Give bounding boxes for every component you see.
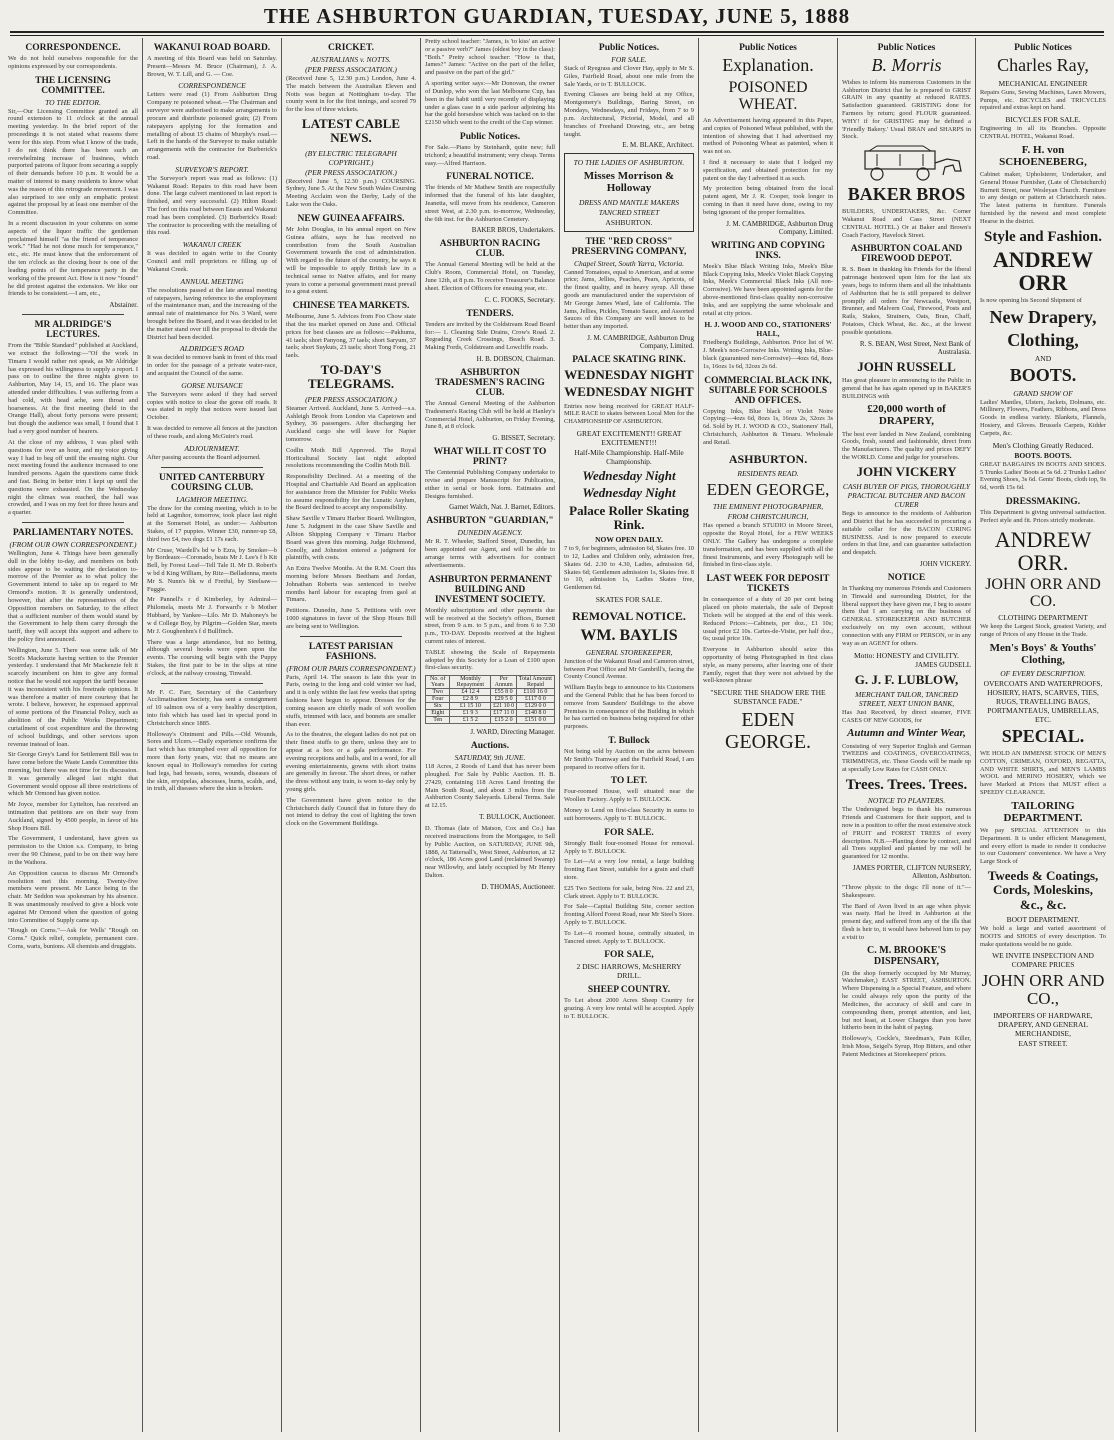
signature: G. BISSET, Secretary.	[492, 434, 555, 443]
heading-xxl: ANDREW ORR	[992, 247, 1094, 296]
subheading: SATURDAY, 9th JUNE.	[454, 753, 526, 763]
paragraph: 7 to 9, for beginners, admission 6d, Skates free. 10 to 12, Ladies and Children only, admission free, Skates 6d. 2.30 to 4.30, Ladies, admission 6d, Skates 6d; Gentlemen admission 1s, Skates free. 8 to 10, admission 1s, Ladies Skates free, Gentlemen 6d.	[564, 545, 694, 592]
paragraph: Wishes to inform his numerous Customers in the Ashburton District that he is prepared to GRIST GRAIN in any quantity at reduced RATES. Satisfaction guaranteed. GRISTING done for Farmers by return; good FLOUR guaranteed. WHY! if for GRISTING may be defined a 'Friendly Bakery.' Usual BRAN and SHARPS in Stock.	[842, 78, 971, 141]
subheading: GENERAL STOREKEEPER,	[585, 647, 673, 657]
table-row	[426, 710, 555, 717]
signature: J. M. CAMBRIDGE, Ashburton Drug Company, Limited.	[587, 334, 694, 350]
paragraph: Holloway's Ointment and Pills.—Old Wounds, Sores and Ulcers.—Daily experience confirms the fact which has triumphed over all opposition for more than forty years, viz: that no means are known equal to Holloway's remedies for curing bad legs, bad breasts, sores, wounds, diseases of the skin, erysipelas, abscesses, burns, scalds, and, in truth, all diseases where the skin is broken.	[147, 730, 277, 793]
heading: SHEEP COUNTRY.	[587, 985, 671, 996]
subheading: CLOTHING DEPARTMENT	[998, 613, 1088, 623]
heading: Auctions.	[470, 741, 510, 752]
paragraph: Canned Tomatoes, equal to American, and at some price; Jams, Jellies, Peaches, Pears, Apricots, of the finest quality, and in heavy syrup. All these goods are manufactured under the supervision of Mr George James Ward, late of California. The Jams, Jellies, Pickles, Tomato Sauce, and Assorted Sauces of this Company are well known to be better than any imported.	[564, 268, 694, 331]
heading-large: WEDNESDAY NIGHT	[564, 384, 694, 400]
subheading: (FROM OUR OWN CORRESPONDENT.)	[9, 540, 137, 549]
table-cell: Ten	[426, 717, 450, 724]
repayment-table	[425, 675, 555, 724]
paragraph: Junction of the Wakanui Road and Cameron street, between Post Office and Mr Gambrill's, facing the County Council Avenue.	[564, 657, 694, 681]
centered-line: H. J. WOOD AND CO., STATIONERS' HALL,	[704, 320, 832, 339]
paragraph: The best ever landed in New Zealand, combining Goods, fresh, sound and fashionable, direct from the Manufacturers. The quality and prices DEFY the WORLD. Come and judge for yourselves.	[842, 430, 971, 462]
paragraph: The resolutions passed at the late annual meeting of ratepayers, having reference to the employment of the maintenance man, and the increasing of the annual rate of maintenance for No. 3 Ward, were brought before the Board, and it was decided to let the matter stand over till the proposal to divide the District had been decided.	[147, 286, 277, 341]
centered-line: NOW OPEN DAILY.	[595, 535, 663, 545]
table-cell: Six	[426, 703, 450, 710]
column-4	[421, 38, 560, 1432]
paragraph: A meeting of this Board was held on Saturday. Present—Messrs M. Bruce (Chairman), J. A. Brown, W. T. Lill, and G. — Coe.	[147, 55, 277, 78]
paragraph: Responsibility Declined. At a meeting of the Hospital and Charitable Aid Board an application for assistance from the Minister for Public Works to assume responsibility for the Lunatic Asylum, the Board declined to accept any responsibility.	[286, 473, 416, 512]
ad-line: TO THE LADIES OF ASHBURTON.	[573, 158, 685, 168]
heading-large: Men's Boys' & Youths' Clothing,	[989, 641, 1097, 667]
heading-xl: BAKER BROS	[847, 184, 966, 205]
paragraph: After passing accounts the Board adjourned.	[147, 453, 261, 461]
heading-xl: Clothing,	[1007, 330, 1079, 351]
ad-title: Misses Morrison & Holloway	[583, 170, 675, 195]
heading-xxl: JOHN ORR AND CO.	[985, 575, 1101, 610]
subheading: FOR SALE.	[611, 55, 647, 64]
paragraph: Ladies' Mantles, Ulsters, Jackets, Dolmans, etc. Millinery, Flowers, Feathers, Ribbons, and Dress Goods in endless variety. Blankets, Flannels, Hosiery, and Gloves. Brussels Carpets, Kidder Carpets, &c.	[980, 398, 1106, 437]
paragraph: Has opened a branch STUDIO in Moore Street, opposite the Royal Hotel, for a FEW WEEKS ONLY. The Gallery has undergone a complete transformation, and has been supplied with all the finest Instruments, and every Photograph will be finished in first-class style.	[703, 522, 833, 569]
heading: ASHBURTON RACING CLUB.	[439, 239, 541, 260]
signature: JOHN VICKERY.	[919, 560, 971, 568]
table-cell: £17 11 0	[491, 710, 516, 717]
centered-line: WE INVITE INSPECTION AND COMPARE PRICES	[992, 951, 1094, 970]
paragraph: Is now opening his Second Shipment of	[980, 297, 1082, 305]
paragraph: Mr Joyce, member for Lyttelton, has received an intimation that petitions are on their way from Auckland, signed by 4500 people, in favor of his Shop Hours Bill.	[8, 801, 138, 832]
paragraph: Not being sold by Auction on the acres between Mr Smith's Tramway and the Fairfield Road, I am prepared to receive offers for it.	[564, 748, 694, 771]
table-cell: £2 8 9	[450, 696, 491, 703]
heading: THE "RED CROSS" PRESERVING COMPANY,	[571, 236, 687, 257]
paragraph: An Extra Twelve Months. At the R.M. Court this morning before Messrs Beetham and Jordan, Johnathan Roberts was sentenced to twelve months hard labour for escaping from gaol at Timaru.	[286, 565, 416, 604]
table-cell: Two	[426, 689, 450, 696]
paragraph: The draw for the coming meeting, which is to be held at Lagmhor, tomorrow, took place last night at the Somerset Hotel, as under:— Ashburton Stakes, of 17 puppies. Winner £30, runner-up £8, third two £4, two dogs £1 17s each.	[147, 504, 277, 543]
heading: Public Notices	[877, 43, 936, 53]
heading: WAKANUI ROAD BOARD.	[153, 43, 271, 53]
paragraph: To Let—At a very low rental, a large building fronting East Street, suitable for a grain and chaff store.	[564, 858, 694, 881]
heading-xl: EDEN GEORGE,	[706, 479, 830, 499]
signature: J. WARD, Directing Manager.	[470, 728, 555, 737]
paragraph: Shaw Saville v Timaru Harbor Board. Wellington, June 5. Judgment in the case Shaw Saville and Albion Shipping Company v Timaru Harbor Board was given this morning. Judge Richmond, Conolly, and Johnston entered a judgment for plaintiffs, with costs.	[286, 515, 416, 562]
subheading: LAGMHOR MEETING.	[175, 494, 249, 504]
heading-large: Wednesday Night	[582, 468, 676, 484]
table-header-cell: Total Amount Repaid	[516, 676, 554, 689]
paragraph: Sir George Grey's Land for Settlement Bill was to have come before the Waste Lands Committee this morning, but there was not time for its discussion. It was generally alleged last night that Government would oppose all three restrictions of which Mr Ormond has given notice.	[8, 751, 138, 798]
table-header-cell: No. of Years	[426, 676, 450, 689]
subheading: SURVEYOR'S REPORT.	[175, 164, 249, 174]
heading: FOR SALE,	[604, 950, 654, 961]
heading: CORRESPONDENCE.	[25, 43, 121, 53]
subheading: BOOTS. BOOTS.	[1014, 450, 1072, 460]
paragraph: Four-roomed House, well situated near the Woollen Factory. Apply to T. BULLOCK.	[564, 788, 694, 804]
heading: PARLIAMENTARY NOTES.	[12, 528, 134, 538]
paragraph: Letters were read (1) From Ashburton Drug Company re poisoned wheat.—The Chairman and surveyor were authorised to make arrangements to procure and distribute poisoned grain; (2) From ratepayers applying for the formation and metalling of about 15 chains of Murphy's road.—Left in the hands of the Surveyor to make suitable arrangements with the contractor for Burberick's road.	[147, 91, 277, 161]
table-cell: £1 9 3	[450, 710, 491, 717]
subheading: CORRESPONDENCE	[178, 81, 246, 91]
centered-line: OVERCOATS AND WATERPROOFS, HOSIERY, HATS, SCARVES, TIES, RUGS, TRAVELLING BAGS, PORTMANTEAUS, UMBRELLAS, ETC.	[983, 679, 1103, 725]
heading: REMOVAL NOTICE.	[572, 609, 686, 624]
heading-large: TAILORING DEPARTMENT.	[1003, 799, 1083, 824]
heading-xl: Style and Fashion.	[984, 228, 1102, 245]
centered-line: EAST STREET.	[1018, 1039, 1068, 1049]
paragraph: This Department is giving universal satisfaction. Perfect style and fit. Prices strictly moderate.	[980, 508, 1106, 524]
paragraph: WE HOLD AN IMMENSE STOCK OF MEN'S COTTON, CRIMEAN, OXFORD, REGATTA, AND WHITE SHIRTS, and MEN'S LAMBS WOOL and MERINO HOSIERY, which we have Marked at Prices that MUST effect a SPEEDY CLEARANCE.	[980, 749, 1106, 797]
heading: Public Notices	[1014, 43, 1072, 53]
table-cell: £129 0 0	[516, 703, 554, 710]
paragraph: It was decided to remove bank in front of this road in order for the passage of a private water-race, and acquaint the Council of the same.	[147, 354, 277, 377]
paragraph: The Centennial Publishing Company undertake to revise and prepare Manuscript for Publication, either in serial or book form. Estimates and Designs furnished.	[425, 469, 555, 500]
column-1	[4, 38, 143, 1432]
heading: DRESSMAKING.	[1005, 496, 1081, 507]
table-cell: £29 5 0	[491, 696, 516, 703]
paragraph: The Surveyors were asked if they had served copies with notice to clear the gorse off roads. It was stated in reply that notices were issued last October.	[147, 390, 277, 422]
paragraph: Consisting of very Superior English and German TWEEDS and COATINGS, OVERCOATINGS, TRIMMINGS, etc. These Goods will be made up at specially Low Rates for CASH ONLY.	[842, 742, 971, 773]
subheading: IMPORTERS OF HARDWARE, DRAPERY, AND GENERAL MERCHANDISE,	[993, 1011, 1093, 1039]
paragraph: We pay SPECIAL ATTENTION to this Department. It is under efficient Management, and every effort is made to render it conducive to our Customers' convenience. We have a Very Large Stock of	[980, 827, 1106, 866]
dressmakers-ad-box	[564, 153, 694, 231]
paragraph: £25 Two Sections for sale, being Nos. 22 and 23, Clark street. Apply to T. BULLOCK.	[564, 884, 694, 900]
heading: Public Notices.	[598, 43, 660, 53]
table-cell: £1 5 2	[450, 717, 491, 724]
heading: T. Bullock	[608, 736, 650, 746]
heading: PALACE SKATING RINK.	[572, 355, 686, 365]
paragraph: It was decided to remove all fences at the junction of these roads, and along McGuire's road.	[147, 425, 277, 440]
heading: FOR SALE.	[604, 827, 654, 838]
paragraph: From the "Bible Standard" published at Auckland, we extract the following:—"Of the work in Timaru I would rather not speak, as Mr Aldridge has expressed his willingness to supply a report. I pass on to outline the three nights given to Ashburton, May 14, 15, and 16. The place was attended under difficulties. I was suffering from a bad cold, with head ache, sore throat and hoarseness. At the first meeting (held in the Orange Hall), about forty persons were present; but though the audience was small, I found that I had a very good number of hearers.	[8, 342, 138, 436]
paragraph: The Government, I understand, have given us permission to the Union s.s. Company, to bring over the 90 Chinese, paid to be on their way here in the Waihora.	[8, 835, 138, 866]
paragraph: Has Just Received, by direct steamer, FIVE CASES OF NEW GOODS, for	[842, 708, 971, 724]
paragraph: Engineering in all its Branches. Opposite CENTRAL HOTEL, Wakanui Road.	[980, 125, 1106, 141]
paragraph: To Let—6 roomed house, centrally situated, in Tancred street. Apply to T. BULLOCK.	[564, 929, 694, 945]
paragraph: Strongly Built four-roomed House for removal. Apply to T. BULLOCK.	[564, 839, 694, 855]
heading-large: Tweeds & Coatings, Cords, Moleskins, &c., &c.	[987, 868, 1099, 912]
paragraph: We do not hold ourselves responsible for the opinions expressed by our correspondents.	[8, 55, 138, 70]
heading-large: F. H. von SCHOENEBERG,	[999, 143, 1087, 168]
heading: CHINESE TEA MARKETS.	[292, 301, 410, 312]
paragraph: Pretty school teacher: "James, is 'to kiss' an active or a passive verb?" James (oldest boy in the class): "Both." Pretty school teacher: "How is that, James?" James: "Active on the part of the feller, and passive on the part of the girl."	[425, 38, 555, 77]
ad-line: DRESS AND MANTLE MAKERS	[578, 197, 680, 207]
paragraph: The Annual General Meeting will be held at the Club's Room, Commercial Hotel, on Tuesday, June 12th, at 8 p.m. To receive Treasurer's Balance sheet. Election of Officers for ensuing year, etc.	[425, 261, 555, 292]
heading-xl: SPECIAL.	[1001, 726, 1085, 747]
centered-line: "SECURE THE SHADOW ERE THE SUBSTANCE FADE."	[710, 688, 826, 707]
signature: Garnet Walch, Nat. J. Barnet, Editors.	[449, 503, 555, 512]
subheading: NOTICE TO PLANTERS.	[867, 796, 946, 806]
heading: ASHBURTON TRADESMEN'S RACING CLUB.	[435, 367, 545, 398]
heading-xl: Charles Ray,	[997, 55, 1089, 75]
signature: BAKER BROS, Undertakers.	[471, 226, 555, 235]
column-8	[976, 38, 1110, 1432]
subheading: ADJOURNMENT.	[184, 443, 240, 453]
column-7	[838, 38, 976, 1432]
paragraph: Mr Pannell's r d Kimberley, by Admiral—Philomela, meets Mr J. Forward's r b Mother Hubbard, by Yankee—Lilo. Mr D. Mahoney's be w d College Boy, by Pilgrim—Golden Star, meets Mr J. Goughenhm's f d Bullfinch.	[147, 596, 277, 635]
table-row	[426, 696, 555, 703]
centered-line: BICYCLES FOR SALE.	[1005, 115, 1081, 125]
signature: C. C. FOOKS, Secretary.	[484, 295, 555, 304]
paragraph: Mr R. T. Wheeler, Stafford Street, Dunedin, has been appointed our Agent, and will be able to arrange terms with advertisers for contract advertisements.	[425, 538, 555, 569]
paragraph: "Throw physic to the dogs: I'll none of it."—Shakespeare.	[842, 883, 971, 899]
paragraph: To Let about 2000 Acres Sheep Country for grazing. A very low rental will be accepted. Apply to T. BULLOCK.	[564, 997, 694, 1021]
paragraph: Mr Cruse, Wardell's bd w b Ezra, by Smoker—b by Bordeaux—Coronado, beats Mr J. Lee's f b Kit Bell, by Forest Leaf—Tell Tale II. Mr D. Robert's w bd d King William, by Ritz—Belladonna, meets Mr S. Nunn's bk w d Fretful, by Steelsaw—Fuggie.	[147, 546, 277, 593]
heading: ASHBURTON.	[728, 451, 808, 466]
paragraph: An Advertisement having appeared in this Paper, and copies of Poisoned Wheat published, with the intention of showing that I had advertised my method of Poisoning Wheat as patented, when it was not so.	[703, 116, 833, 156]
centered-line: SKATES FOR SALE.	[595, 595, 663, 605]
heading: ASHBURTON "GUARDIAN,"	[426, 516, 554, 527]
column-2	[143, 38, 282, 1432]
paragraph: Mr John Douglas, in his annual report on New Guinea affairs, says he has received no contribution from the South Australian Government towards the cost of administration. With regard to the future of the country, he says it will be impossible to apply British law in a technical sense to Native affairs, and for many years to come a personal government must prevail to a great extent.	[286, 225, 416, 296]
heading-large: C. M. BROOKE'S DISPENSARY,	[867, 944, 946, 967]
heading-large: JOHN RUSSELL	[857, 358, 956, 374]
hearse-illustration-icon	[847, 145, 967, 181]
table-body	[426, 689, 555, 724]
subheading: OF EVERY DESCRIPTION.	[1000, 669, 1086, 679]
subheading: MECHANICAL ENGINEER	[998, 78, 1088, 88]
paragraph: Cabinet maker, Upholsterer, Undertaker, and General House Furnisher, (Late of Christchurch) Burnett Street, near Wesleyan Church. Furniture to any design or pattern at Christchurch rates. The latest patterns in furniture. Funerals furnished by the newest and most complete Hearse in the district.	[980, 171, 1106, 225]
paragraph: The Undersigned begs to thank his numerous Friends and Customers for their support, and is now in a position to offer the most extensive stock of FRUIT and FOREST TREES of every description. N.B.—Planting done by contract, and all Trees supplied and planted by me will be guaranteed for 12 months.	[842, 806, 971, 861]
heading-large: £20,000 worth of DRAPERY,	[867, 403, 946, 428]
heading: Public Notices	[739, 43, 797, 53]
table-cell: £110 16 0	[516, 689, 554, 696]
heading: THE LICENSING COMMITTEE.	[35, 75, 111, 96]
divider	[300, 636, 402, 637]
subheading: GORSE NUISANCE	[181, 380, 243, 390]
table-header-row	[426, 676, 555, 689]
table-cell: £21 10 0	[491, 703, 516, 710]
heading: WHAT WILL IT COST TO PRINT?	[433, 447, 547, 468]
paragraph: Petitions. Dunedin, June 5. Petitions with over 1000 signatures in favor of the Shop Hours Bill are being sent to Wellington.	[286, 607, 416, 630]
paragraph: Mr F. C. Farr, Secretary of the Canterbury Acclimatisation Society, has sent a consignment of 10 salmon ova of a very healthy description, into fish which has used last in special pond in Christchurch since 1885.	[147, 688, 277, 727]
paragraph: Wellington, June 4. Things have been generally dull in the lobby to-day, and members on both sides appear to be waiting the declaration to-morrow of the Premier as to what policy the Government intend to take up to regard to Mr Ormond's motion. It is generally understood, however, that after the representatives of the Opposition members on Saturday, to the effect that a sufficient number of them would stand by the Government to help them carry through the tariff, they will accept this support and adhere to the policy first announced.	[8, 550, 138, 643]
heading: MR ALDRIDGE'S LECTURES.	[34, 320, 112, 341]
table-cell: Four	[426, 696, 450, 703]
paragraph: As to the theatres, the elegant ladies do not put on their finest stuffs to go there, unless they are to appear at a box or a gala performance. For evening receptions and balls, and in a word, for all evening entertainments, gowns with short trains are generally in favour. The short dress, or rather the dress without any train, is worn to-day only by young girls.	[286, 731, 416, 793]
subheading: DUNEDIN AGENCY.	[457, 528, 523, 538]
heading-large: WM. BAYLIS	[580, 627, 678, 645]
signature: R. S. BEAN, West Street, Next Bank of Australasia.	[859, 339, 971, 356]
paragraph: There was a large attendance, but no betting, although several books were open upon the events. The coursing will begin with the Puppy Stakes, the first pair to be in the slips at nine o'clock, at the railway crossing, Tinwald.	[147, 638, 277, 677]
subheading: (PER PRESS ASSOCIATION.)	[305, 167, 397, 177]
paragraph: For Sale—Capital Building Site, corner section fronting Alford Forest Road, near Mr Steel's Store. Apply to T. BULLOCK.	[564, 903, 694, 926]
signature: E. M. BLAKE, Architect.	[622, 141, 694, 150]
paragraph: Tenders are invited by the Coldstream Road Board for:— 1. Cleaning Side Drains, Crow's Road. 2. Regrading Creek Crossings, Beach Road. 3. Making Fords, Coldstream and Lowcliffe roads.	[425, 320, 555, 352]
heading-xl: Explanation.	[722, 55, 814, 75]
subheading: GRAND SHOW OF	[1013, 388, 1073, 398]
paragraph: "Rough on Corns."—Ask for Wells' "Rough on Corns." Quick relief, complete, permanent cure. Corns, warts, bunions. All chemists and druggists.	[8, 927, 138, 950]
table-cell: £151 0 0	[516, 717, 554, 724]
paragraph: For Sale.—Piano by Steinhardt, quite new; full trichord; a beautiful instrument; very cheap. Terms easy.—Alfred Harrison.	[425, 143, 555, 167]
subheading: Chapel Street, South Yarra, Victoria.	[574, 258, 684, 268]
paragraph: Wellington, June 5. There was some talk of Mr Scott's Mackenzie having written to the Premier yesterday. I understand that Mr Mackenzie felt it scarcely incumbent on him to give any formal notice that he would not support the tariff because it was inconsistent with his freetrade opinions. It was therefore a matter of mere courtesy that he wrote. I believe, however, he expressed approval of some portions of the Financial Policy, such as abolition of the Public Works Department; curtailment of cost expenditure and the throwing of school buildings, and other services upon revenue instead of loan.	[8, 646, 138, 748]
paragraph: In consequence of a duty of 20 per cent being placed on photo materials, the sale of Deposit Tickets will be stopped at the end of this week. Reduced Prices:—Cabinets, per doz., £1 10s; usual price £2 10s. Cartes-de-Visite, per half doz., 6s; usual price 10s.	[703, 596, 833, 643]
paragraph: 118 Acres, 2 Roods of Land that has never been ploughed. For Sale by Public Auction. H. B. 27429, containing 118 Acres Land fronting the Main South Road, and about 3 miles from the Ashburton County Saleyards. Liberal Terms. Sale at 12.15.	[425, 763, 555, 810]
paragraph: The Bard of Avon lived in an age when physic was nasty. Had he lived in Ashburton at the present day, and suffered from any of the ills that flesh is heir to, it would have behoved him to pay a visit to	[842, 902, 971, 941]
table-header-cell: Monthly Repayment	[450, 676, 491, 689]
centered-line: AND	[1034, 353, 1052, 363]
paragraph: We keep the Largest Stock, greatest Variety, and range of Prices of any House in the Trade.	[980, 623, 1106, 639]
subheading: RESIDENTS READ.	[737, 468, 799, 478]
heading: NOTICE	[887, 573, 926, 583]
paragraph: Begs to announce to the residents of Ashburton and District that he has succeeded in procuring a suitable cellar for the BACON CURING BUSINESS. And is now prepared to execute orders in that line, and can guarantee satisfaction and despatch.	[842, 510, 971, 557]
paragraph: Friedberg's Buildings, Ashburton. Price list of W. J. Meek's non-Corrosive Inks. Writing Inks, Blue-black (guaranteed non-Corrosive)—4ozs 6d, 8ozs 1s, 16ozs 1s 6d, 32ozs 2s 6d.	[703, 339, 833, 370]
heading: ASHBURTON PERMANENT BUILDING AND INVESTMENT SOCIETY.	[428, 574, 552, 605]
heading-large: TO-DAY'S TELEGRAMS.	[307, 362, 395, 392]
subheading: (BY ELECTRIC TELEGRAPH COPYRIGHT.)	[305, 148, 397, 167]
table-cell: £1 15 10	[450, 703, 491, 710]
divider	[22, 522, 124, 523]
table-cell: £55 8 0	[491, 689, 516, 696]
paragraph: Melbourne, June 5. Advices from Foo Chow state that the tea market opened on June and. Official prices for best classes are as follows:—Pakhums, 41 taels; short Panyong, 37 taels; short Saryum, 37 taels; short Suykuts, 23 taels; short Tong Fong, 21 taels.	[286, 313, 416, 360]
heading-xl: EDEN GEORGE.	[724, 709, 812, 754]
table-cell: £117 0 0	[516, 696, 554, 703]
column-5	[560, 38, 699, 1432]
paragraph: In a recent discussion in your columns on some aspects of the liquor traffic the gentleman proclaimed himself "as the friend of temperance work." "Had he not done much for temperance," etc., etc. He must know that the enforcement of the ten o'clock as the closing hour is one of the leading points of the temperance party in the working of the present Act. How is it now "found" he did protest against the extension. We like our friends to be consistent.—I am, etc.,	[8, 220, 138, 298]
subheading: (FROM OUR PARIS CORRESPONDENT.)	[286, 663, 416, 673]
signature: T. BULLOCK, Auctioneer.	[479, 813, 555, 822]
paragraph: BUILDERS, UNDERTAKERS, &c. Corner Wakanui Road and Cass Street (NEXT CENTRAL HOTEL.) Or at Baker and Brown's Coach Factory, Havelock Street.	[842, 208, 971, 239]
paragraph: D. Thomas (late of Matson, Cox and Co.) has received instructions from the Mortgagee, to Sell by Public Auction, on SATURDAY, JUNE 9th, 1888, At Tattersall's, West Street, Ashburton, at 12 o'clock, 186 Acres good Land (reclaimed Swamp) near Willowby, and lately occupied by Mr Henry Dalton.	[425, 825, 555, 879]
centered-line: Half-Mile Championship. Half-Mile Championship.	[574, 448, 684, 467]
subheading: ALDRIDGE'S ROAD	[180, 344, 244, 354]
heading-xl: Trees. Trees. Trees.	[845, 776, 968, 793]
heading-large: G. J. F. LUBLOW,	[854, 671, 959, 687]
centered-line: GREAT EXCITEMENT!! GREAT EXCITEMENT!!!	[576, 429, 682, 448]
paragraph: Copying Inks, Blue black or Violet Noire Copying:—4ozs 6d, 8ozs 1s, 16ozs 2s, 32ozs 3s 6d. Sold by H. J. WOOD & CO., Stationers' Hall, Christchurch, Ashburton & Timaru. Wholesale and Retail.	[703, 407, 833, 446]
paragraph: Everyone in Ashburton should seize this opportunity of being Photographed in first class style, as many persons, after leaving one of their Family, regret that they were not advised by the well-known phrase	[703, 646, 833, 685]
paragraph: It was decided to again write to the County Council and mill proprietors re filling up of Wakanui Creek.	[147, 250, 277, 273]
paragraph: (In the shop formerly occupied by Mr Murray, Watchmaker,) EAST STREET, ASHBURTON. Where Dispensing is a Special Feature, and where he could always rely upon the purity of the Medicines, the accuracy of skill and care in compounding them, prompt attention, and last, but not least, at Lower Charges than you have hitherto been in the habit of paying.	[842, 969, 971, 1032]
paragraph: An Opposition caucus to discuss Mr Ormond's resolution met this morning. Twenty-five members were present. Mr Lance being in the chair. Mr Seddon was spokesman by his absence. It was unanimously resolved to give a block vote against Mr Ormond when the question of going into Committee of Supply came up.	[8, 869, 138, 924]
ad-line: ASHBURTON.	[605, 217, 653, 227]
paragraph: The Government have given notice to the Christchurch daily Council that in future they do not intend to defray the cost of lighting the town clock on the Government Buildings.	[286, 796, 416, 828]
paragraph: Monthly subscriptions and other payments due will be received at the Society's offices, Burnett street, from 9 a.m. to 5 p.m., and from 6 to 7.30 p.m., TO-DAY. Deposits received at the highest current rates of interest.	[425, 606, 555, 645]
paragraph: At the close of my address, I was plied with questions for over an hour, and my voice giving way I had to beg off until the ensuing night. Our next meeting found the audience increased to one hundred persons. Again the questions came thick and fast. Being in better trim I kept up until the questions were exhausted. On the Wednesday night the climax was reached, the hall was crowded, and I was on my feet for three hours and a quarter.	[8, 438, 138, 517]
signature: H. B. DOBSON, Chairman.	[476, 354, 555, 363]
table-caption: TABLE showing the Scale of Repayments adopted by this Society for a Loan of £100 upon first-class security.	[425, 648, 555, 672]
subheading: MERCHANT TAILOR, TANCRED STREET, NEXT UNION BANK,	[855, 689, 958, 708]
heading: TENDERS.	[466, 308, 514, 319]
heading-xl: B. Morris	[871, 55, 942, 75]
table-row	[426, 703, 555, 710]
signature: JAMES GUDSELL	[915, 660, 971, 669]
divider	[161, 683, 263, 684]
masthead-rule-thin	[10, 35, 1104, 36]
paragraph: My protection being obtained from the local patent agent, Mr J. R. Cooper, took longer in coming in than it need have done, owing to my being ignorant of the proper formalities.	[703, 185, 833, 216]
divider	[22, 314, 124, 315]
subheading: (PER PRESS ASSOCIATION.)	[305, 65, 397, 74]
heading-large: Wednesday Night	[582, 485, 676, 501]
heading-xl: BOOTS.	[1009, 364, 1077, 385]
paragraph: Sir,—Our Licensing Committee granted an all round extension to 11 o'clock at the annual meeting yesterday. In the brief report of the proceedings it is not stated what reasons there were for this step. From what I know of the trade, I do not think there has been such an overwhelming increase of business, which purported patrons of liquor from securing a supply of their demands before 10 p.m. It would be a matter of interest to many residents to know what was the reason of this retrograde movement. I was also surprised to see only an emphatic protest against the proposal by at least one member of the Committee.	[8, 107, 138, 217]
heading: WRITING AND COPYING INKS.	[710, 240, 825, 261]
paragraph: A sporting writer says:—Mr Donovan, the owner of Dunlop, who won the last Melbourne Cup, has been in the habit until very recently of displaying under a glass case in a side parlour adjoining his bar the gold horseshoe which was tacked on to the £2150 which went to the credit of the Cup winner.	[425, 80, 555, 127]
heading: NEW GUINEA AFFAIRS.	[297, 213, 405, 224]
paragraph: We hold a large and varied assortment of BOOTS and SHOES of every description. To make quotations would be no guide.	[980, 924, 1106, 948]
paragraph: The Surveyor's report was read as follows: (1) Wakanui Road: Repairs to this road have been done. The large culvert mentioned in last report is finished, and very successful. (2) Hilton Road: The ford on this road between Eeasts and Wakanui road has been completed. (3) Burberick's Road: The contractor is proceeding with the metalling of this road.	[147, 174, 277, 237]
paragraph: I find it necessary to state that I lodged my specification, and obtained protection for my patent on the day I advertised it as such.	[703, 159, 833, 182]
masthead-rule	[10, 31, 1104, 33]
centered-line: Motto: HONESTY and CIVILITY.	[854, 650, 959, 660]
heading-xl: POISONED WHEAT.	[728, 78, 808, 114]
subheading: WAKANUI CREEK	[182, 240, 242, 250]
paragraph: Money to Lend on first-class Security in sums to suit borrowers. Apply to T. BULLOCK.	[564, 807, 694, 822]
paragraph: The Annual General Meeting of the Ashburton Tradesmen's Racing Club will be held at Hanley's Commercial Hotel, Ashburton, on Friday Evening, June 8, at 8 o'clock.	[425, 399, 555, 431]
masthead: THE ASHBURTON GUARDIAN, TUESDAY, JUNE 5, 1888	[263, 4, 851, 28]
paragraph: Repairs Guns, Sewing Machines, Lawn Mowers, Pumps, etc. BICYCLES and TRICYCLES repaired and extras kept on hand.	[980, 88, 1106, 112]
table-row	[426, 717, 555, 724]
subheading: FROM CHRISTCHURCH,	[727, 512, 809, 522]
heading-xl: New Drapery,	[989, 307, 1097, 328]
paragraph: In Thanking my numerous Friends and Customers in Tinwald and surrounding District, for the liberal support they have given me, I beg to assure them that I am carrying on the business of GENERAL STOREKEEPER AND BUTCHER exclusively on my own account, without connection with any FIRM or PERSON, or in any way as an AGENT for others.	[842, 585, 971, 647]
paragraph: William Baylis begs to announce to his Customers and the General Public that he has been forced to remove from Saunders' Buildings to the above Premises in consequence of the Building in which he has carried on business being required for other purposes.	[564, 684, 694, 731]
heading: CRICKET.	[327, 43, 374, 53]
subheading: CASH BUYER OF PIGS, THOROUGHLY PRACTICAL BUTCHER AND BACON CURER	[842, 482, 971, 510]
heading: TO LET.	[610, 776, 648, 787]
centered-line: Men's Clothing Greatly Reduced.	[992, 440, 1094, 450]
heading: LATEST PARISIAN FASHIONS.	[308, 641, 394, 662]
table-header-cell: Per Annum	[491, 676, 516, 689]
heading: LAST WEEK FOR DEPOSIT TICKETS	[706, 574, 830, 595]
signature: J. M. CAMBRIDGE, Ashburton Drug Company, Limited.	[726, 219, 833, 236]
heading-large: JOHN VICKERY	[856, 463, 957, 479]
subheading: BOOT DEPARTMENT.	[1006, 914, 1080, 924]
paragraph: Holloway's, Cockle's, Steedman's, Pain Killer, Irish Moss, Seigel's Syrup, Hop Bitters, and other Patent Medicines at Storekeepers' prices.	[842, 1035, 971, 1058]
column-3	[282, 38, 421, 1432]
paragraph: Steamer Arrived. Auckland, June 5. Arrived—s.s. Ashleigh Brook from London via Capetown and Sydney, 36 passengers. After discharging her Auckland cargo she will leave for Napier tomorrow.	[286, 404, 416, 443]
paragraph: Codlin Moth Bill Approved. The Royal Horticultural Society last night adopted resolutions recommending the Codlin Moth Bill.	[286, 446, 416, 470]
paragraph: GREAT BARGAINS IN BOOTS AND SHOES. 5 Trunks Ladies' Boots at 5s 6d. 2 Trunks Ladies' Evening Shoes, 3s 6d. Gents' Boots, cloth top, 9s 6d, worth 15s 6d.	[980, 460, 1106, 492]
heading-large: WEDNESDAY NIGHT	[564, 367, 694, 382]
paragraph: Entries now being received for GREAT HALF-MILE RACE to skates between Local Men for the CHAMPIONSHIP OF ASHBURTON.	[564, 402, 694, 426]
divider	[161, 467, 263, 468]
signature: Abstainer.	[109, 301, 138, 310]
paragraph: (Received June 5, 12.30 p.m.) London, June 4. The match between the Australian Eleven and Notts was begun at Nottingham to-day. The county went in for the first innings, and scored 79 for the loss of three wickets.	[286, 75, 416, 114]
heading: FUNERAL NOTICE.	[446, 172, 534, 183]
paragraph: Paris, April 14. The season is late this year in Paris, owing to the long and cold winter we had, and it is only within the last few weeks that spring fashions have begun to appear. Dresses for the coming season are chiefly made of soft woollen stuffs, trimmed with lace, and bonnets are smaller than ever.	[286, 673, 416, 728]
subheading: THE EMINENT PHOTOGRAPHER,	[712, 502, 824, 512]
signature: D. THOMAS, Auctioneer.	[481, 882, 555, 891]
centered-line: 2 DISC HARROWS, McSHERRY DRILL.	[576, 962, 682, 981]
signature: JAMES PORTER, CLIFTON NURSERY, Allenton, Ashburton.	[852, 863, 971, 880]
table-cell: £4 12 4	[450, 689, 491, 696]
table-cell: £15 2 0	[491, 717, 516, 724]
paragraph: Meek's Blue Black Writing Inks, Meek's Blue Black Copying Inks, Meek's Violet Black Copying Inks, Meek's Commercial Black Inks (All non-Corrosive). We have been appointed agents for the above-mentioned first-class quality non-corrosive Inks, and are supplying the same wholesale and retail at city prices.	[703, 262, 833, 317]
table-cell: £140 8 0	[516, 710, 554, 717]
paragraph: Stack of Ryegrass and Clover Hay, apply to Mr S. Giles, Fairfield Road, about one mile from the Sale Yards, or to T. BULLOCK.	[564, 65, 694, 88]
heading-large: Autumn and Winter Wear,	[847, 727, 966, 740]
heading: COMMERCIAL BLACK INK, SUITABLE FOR SCHOOLS AND OFFICES.	[704, 375, 832, 406]
subheading: AUSTRALIANS v. NOTTS.	[311, 55, 391, 64]
subheading: (PER PRESS ASSOCIATION.)	[305, 394, 397, 404]
heading: ASHBURTON COAL AND FIREWOOD DEPOT.	[850, 244, 963, 265]
subheading: ANNUAL MEETING	[180, 276, 244, 286]
table-cell: Eight	[426, 710, 450, 717]
heading: Public Notices.	[459, 131, 521, 142]
column-6	[699, 38, 838, 1432]
heading: UNITED CANTERBURY COURSING CLUB.	[158, 472, 266, 493]
paragraph: Has great pleasure in announcing to the Public in general that he has again opened up in BAKER'S BUILDINGS with	[842, 376, 971, 400]
ad-line: TANCRED STREET	[598, 207, 660, 217]
paragraph: Evening Classes are being held at my Office, Montgomery's Buildings, Baring Street, on Mondays, Wednesdays, and Fridays, from 7 to 9 p.m. Architectural, Pictorial, Model, and all branches of Freehand Drawing, etc., are being taught.	[564, 91, 694, 138]
heading-large: LATEST CABLE NEWS.	[301, 116, 401, 146]
heading-large: Palace Roller Skating Rink.	[569, 502, 689, 532]
heading-xxl: JOHN ORR AND CO.,	[981, 971, 1105, 1009]
paragraph: The friends of Mr Mathew Smith are respectfully informed that the funeral of his late daughter, Jeanetta, will move from his residence, Cameron street West, at 2.30 p.m. to-morrow, Wednesday, the 6th inst. for the Ashburton Cemetery.	[425, 184, 555, 223]
heading-xxl: ANDREW ORR.	[994, 526, 1092, 575]
paragraph: R. S. Bean in thanking his Friends for the liberal patronage bestowed upon him for the last six years, begs to inform them and all the inhabitants of Ashburton that he is still prepared to deliver promptly all orders for Newcastle, Westport, Brunner, and Malvern Coal, Firewood, Posts and Rails, Stakes, Strainers, Oats, Bran, Chaff, Potatoes, Chick Wheat, &c. &c., at the lowest possible quotations.	[842, 266, 971, 336]
subheading: TO THE EDITOR.	[45, 97, 101, 107]
table-row	[426, 689, 555, 696]
paragraph: (Received June 5, 12.30 p.m.) COURSING. Sydney, June 5. At the New South Wales Coursing Meeting Acclaim won the Derby, Lady of the Lake won the Oaks.	[286, 177, 416, 209]
